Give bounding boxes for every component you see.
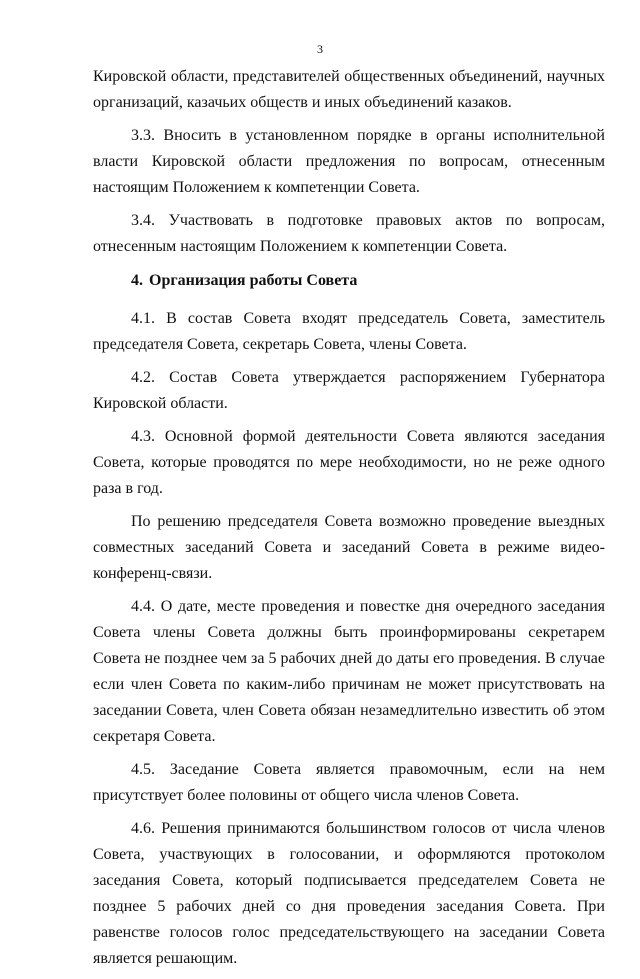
paragraph-4-3: 4.3. Основной формой деятельности Совета являются заседания Совета, которые проводятся по мере необходимости, но не реже одного раза в год. <box>93 428 605 497</box>
paragraph-4-4: 4.4. О дате, месте проведения и повестке дня очередного заседания Совета члены Совета должны быть проинформированы секретарем Совета не позднее чем за 5 рабочих дней до даты его проведения. В случае если член Совета по каким-либо причинам не может присутствовать на заседании Совета, член Совета обязан незамедлительно известить об этом секретаря Совета. <box>93 598 605 745</box>
paragraph-3-4: 3.4. Участвовать в подготовке правовых актов по вопросам, отнесенным настоящим Положением к компетенции Совета. <box>93 212 605 255</box>
document-body <box>93 64 605 979</box>
paragraph-4-3-second: По решению председателя Совета возможно проведение выездных совместных заседаний Совета и заседаний Совета в режиме видео-конференц-связи. <box>93 513 605 582</box>
page-number: 3 <box>317 42 323 56</box>
paragraph-4-5: 4.5. Заседание Совета является правомочным, если на нем присутствует более половины от общего числа членов Совета. <box>93 761 605 804</box>
paragraph-3-3: 3.3. Вносить в установленном порядке в органы исполнительной власти Кировской области предложения по вопросам, отнесенным настоящим Положением к компетенции Совета. <box>93 127 605 196</box>
paragraph-continuation: Кировской области, представителей общественных объединений, научных организаций, казачьих обществ и иных объединений казаков. <box>93 68 605 111</box>
section-heading <box>93 268 605 294</box>
section-number: 4. <box>131 272 143 289</box>
paragraph-4-1: 4.1. В состав Совета входят председатель Совета, заместитель председателя Совета, секретарь Совета, члены Совета. <box>93 310 605 353</box>
paragraph-4-6: 4.6. Решения принимаются большинством голосов от числа членов Совета, участвующих в голосовании, и оформляются протоколом заседания Совета, который подписывается председателем Совета не позднее 5 рабочих дней со дня проведения заседания Совета. При равенстве голосов голос председательствующего на заседании Совета является решающим. <box>93 820 605 967</box>
paragraph-4-2: 4.2. Состав Совета утверждается распоряжением Губернатора Кировской области. <box>93 369 605 412</box>
section-title: Организация работы Совета <box>149 272 358 289</box>
